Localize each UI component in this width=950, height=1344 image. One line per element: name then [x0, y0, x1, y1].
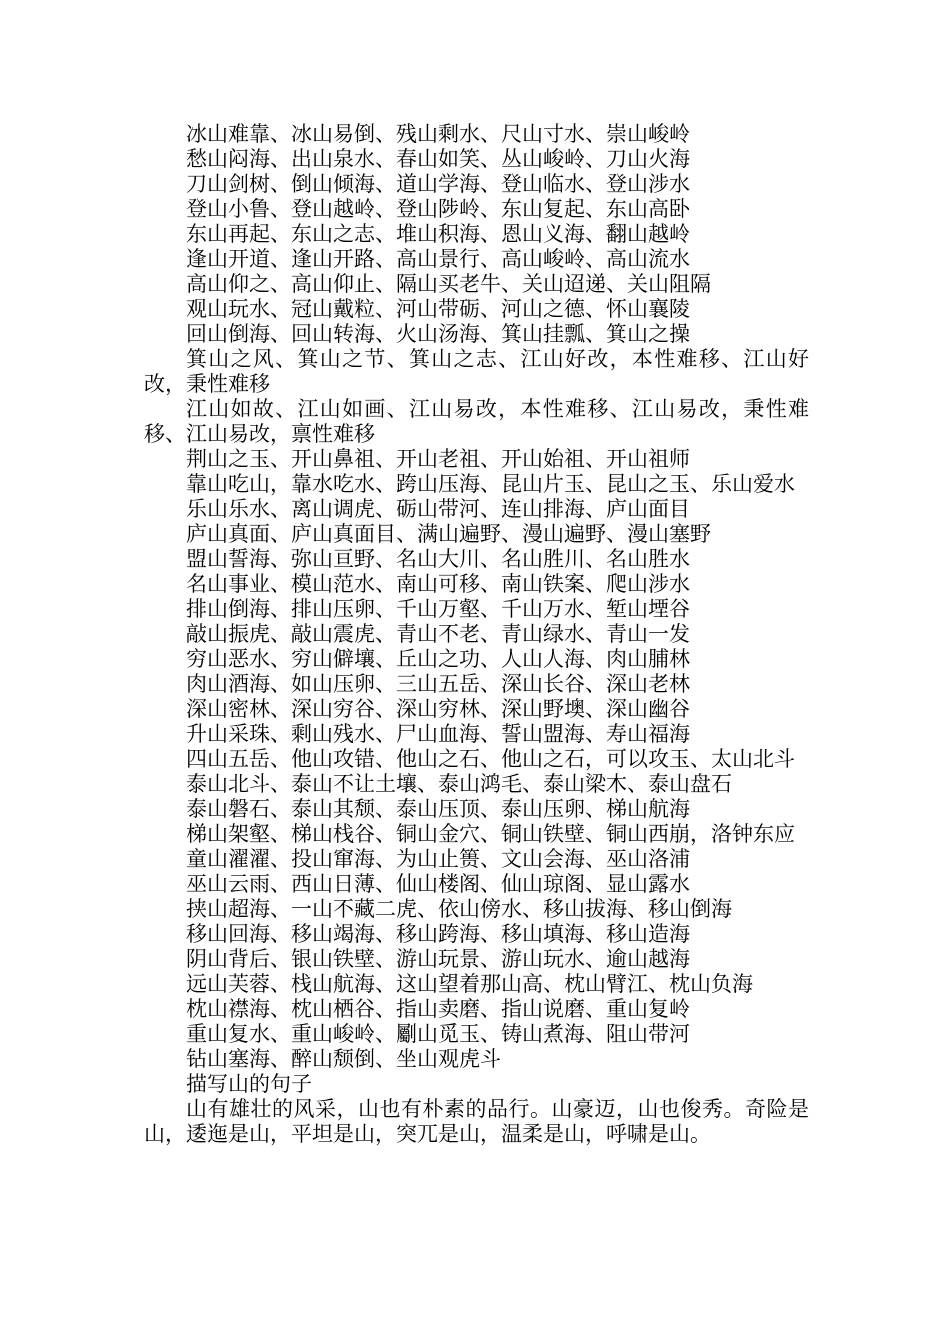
text-paragraph: 重山复水、重山峻岭、劚山觅玉、铸山煮海、阻山带河 — [186, 1022, 690, 1046]
text-paragraph: 肉山酒海、如山压卵、三山五岳、深山长谷、深山老林 — [186, 672, 690, 696]
text-paragraph: 刀山剑树、倒山倾海、道山学海、登山临水、登山涉水 — [186, 172, 690, 196]
text-paragraph: 观山玩水、冠山戴粒、河山带砺、河山之德、怀山襄陵 — [186, 297, 690, 321]
text-paragraph: 愁山闷海、出山泉水、春山如笑、丛山峻岭、刀山火海 — [186, 147, 690, 171]
text-paragraph: 排山倒海、排山压卵、千山万壑、千山万水、堑山堙谷 — [186, 597, 690, 621]
text-paragraph: 山有雄壮的风采，山也有朴素的品行。山豪迈，山也俊秀。奇险是山，逶迤是山，平坦是山，突兀是山，温柔是山，呼啸是山。 — [144, 1097, 809, 1146]
text-paragraph: 盟山誓海、弥山亘野、名山大川、名山胜川、名山胜水 — [186, 547, 690, 571]
text-paragraph: 敲山振虎、敲山震虎、青山不老、青山绿水、青山一发 — [186, 622, 690, 646]
text-paragraph: 穷山恶水、穷山僻壤、丘山之功、人山人海、肉山脯林 — [186, 647, 690, 671]
text-paragraph: 巫山云雨、西山日薄、仙山楼阁、仙山琼阁、显山露水 — [186, 872, 690, 896]
text-paragraph: 描写山的句子 — [186, 1072, 312, 1096]
text-paragraph: 登山小鲁、登山越岭、登山陟岭、东山复起、东山高卧 — [186, 197, 690, 221]
text-paragraph: 四山五岳、他山攻错、他山之石、他山之石，可以攻玉、太山北斗 — [186, 747, 795, 771]
text-paragraph: 升山采珠、剩山残水、尸山血海、誓山盟海、寿山福海 — [186, 722, 690, 746]
text-paragraph: 童山濯濯、投山窜海、为山止篑、文山会海、巫山洛浦 — [186, 847, 690, 871]
text-paragraph: 枕山襟海、枕山栖谷、指山卖磨、指山说磨、重山复岭 — [186, 997, 690, 1021]
text-paragraph: 泰山北斗、泰山不让土壤、泰山鸿毛、泰山梁木、泰山盘石 — [186, 772, 732, 796]
text-paragraph: 挟山超海、一山不藏二虎、依山傍水、移山拔海、移山倒海 — [186, 897, 732, 921]
text-paragraph: 荆山之玉、开山鼻祖、开山老祖、开山始祖、开山祖师 — [186, 447, 690, 471]
text-paragraph: 阴山背后、银山铁壁、游山玩景、游山玩水、逾山越海 — [186, 947, 690, 971]
text-paragraph: 东山再起、东山之志、堆山积海、恩山义海、翻山越岭 — [186, 222, 690, 246]
text-paragraph: 高山仰之、高山仰止、隔山买老牛、关山迢递、关山阻隔 — [186, 272, 711, 296]
text-paragraph: 箕山之风、箕山之节、箕山之志、江山好改，本性难移、江山好改，秉性难移 — [144, 347, 809, 396]
text-paragraph: 江山如故、江山如画、江山易改，本性难移、江山易改，秉性难移、江山易改，禀性难移 — [144, 397, 809, 446]
text-paragraph: 回山倒海、回山转海、火山汤海、箕山挂瓢、箕山之操 — [186, 322, 690, 346]
text-paragraph: 逢山开道、逢山开路、高山景行、高山峻岭、高山流水 — [186, 247, 690, 271]
text-paragraph: 梯山架壑、梯山栈谷、铜山金穴、铜山铁壁、铜山西崩，洛钟东应 — [186, 822, 795, 846]
text-paragraph: 冰山难靠、冰山易倒、残山剩水、尺山寸水、崇山峻岭 — [186, 122, 690, 146]
text-paragraph: 靠山吃山，靠水吃水、跨山压海、昆山片玉、昆山之玉、乐山爱水 — [186, 472, 795, 496]
text-paragraph: 深山密林、深山穷谷、深山穷林、深山野墺、深山幽谷 — [186, 697, 690, 721]
text-paragraph: 庐山真面、庐山真面目、满山遍野、漫山遍野、漫山塞野 — [186, 522, 711, 546]
text-paragraph: 钻山塞海、醉山颓倒、坐山观虎斗 — [186, 1047, 501, 1071]
text-paragraph: 泰山磐石、泰山其颓、泰山压顶、泰山压卵、梯山航海 — [186, 797, 690, 821]
text-paragraph: 名山事业、模山范水、南山可移、南山铁案、爬山涉水 — [186, 572, 690, 596]
text-paragraph: 乐山乐水、离山调虎、砺山带河、连山排海、庐山面目 — [186, 497, 690, 521]
document-body — [144, 122, 809, 1147]
text-paragraph: 远山芙蓉、栈山航海、这山望着那山高、枕山臂江、枕山负海 — [186, 972, 753, 996]
text-paragraph: 移山回海、移山竭海、移山跨海、移山填海、移山造海 — [186, 922, 690, 946]
